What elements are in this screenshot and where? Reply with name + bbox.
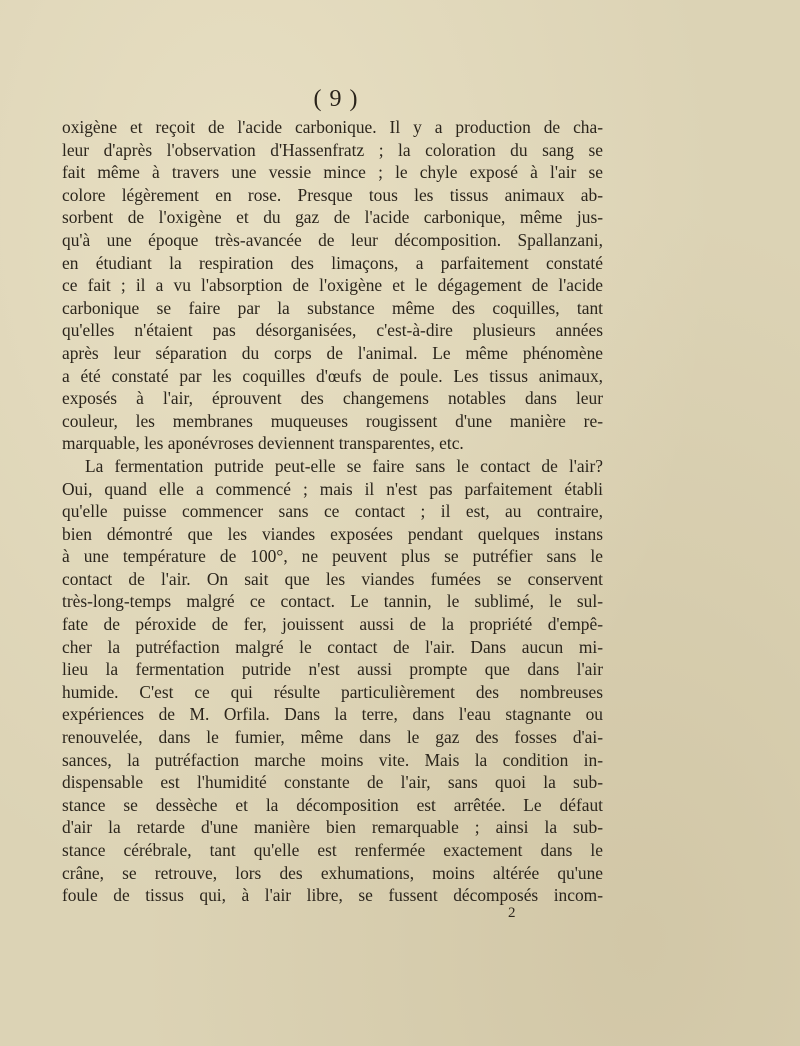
text-line: sorbent de l'oxigène et du gaz de l'acide carbonique, même jus- — [62, 207, 603, 228]
body-text — [62, 116, 603, 907]
paragraph-end-line: marquable, les aponévroses deviennent transparentes, etc. — [62, 433, 464, 454]
text-line: bien démontré que les viandes exposées pendant quelques instans — [62, 523, 603, 544]
text-line: qu'elle puisse commencer sans ce contact ; il est, au contraire, — [62, 501, 603, 522]
text-line: lieu la fermentation putride n'est aussi prompte que dans l'air — [62, 659, 603, 680]
text-line: en étudiant la respiration des limaçons, a parfaitement constaté — [62, 252, 603, 273]
page-number: ( 9 ) — [313, 86, 359, 112]
text-line: après leur séparation du corps de l'animal. Le même phénomène — [62, 342, 603, 363]
text-line: exposés à l'air, éprouvent des changemens notables dans leur — [62, 388, 603, 409]
text-line: qu'elles n'étaient pas désorganisées, c'est-à-dire plusieurs années — [62, 320, 603, 341]
text-line: carbonique se faire par la substance même des coquilles, tant — [62, 297, 603, 318]
signature-mark: 2 — [508, 905, 516, 921]
text-line: oxigène et reçoit de l'acide carbonique. Il y a production de cha- — [62, 117, 603, 137]
paragraph-start-line: La fermentation putride peut-elle se faire sans le contact de l'air? — [85, 455, 603, 476]
text-line: couleur, les membranes muqueuses rougissent d'une manière re- — [62, 410, 603, 431]
text-line: qu'à une époque très-avancée de leur décomposition. Spallanzani, — [62, 229, 603, 250]
text-line: renouvelée, dans le fumier, même dans le gaz des fosses d'ai- — [62, 727, 603, 748]
text-line: d'air la retarde d'une manière bien remarquable ; ainsi la sub- — [62, 817, 603, 838]
text-line: crâne, se retrouve, lors des exhumations, moins altérée qu'une — [62, 862, 603, 883]
text-line: foule de tissus qui, à l'air libre, se fussent décomposés incom- — [62, 885, 603, 906]
text-line: leur d'après l'observation d'Hassenfratz ; la coloration du sang se — [62, 139, 603, 160]
text-line: cher la putréfaction malgré le contact de l'air. Dans aucun mi- — [62, 636, 603, 657]
text-line: à une température de 100°, ne peuvent plus se putréfier sans le — [62, 546, 603, 567]
text-line: fait même à travers une vessie mince ; le chyle exposé à l'air se — [62, 162, 603, 183]
text-line: expériences de M. Orfila. Dans la terre, dans l'eau stagnante ou — [62, 704, 603, 725]
text-line: fate de péroxide de fer, jouissent aussi de la propriété d'empê- — [62, 614, 603, 635]
text-line: stance se dessèche et la décomposition est arrêtée. Le défaut — [62, 794, 603, 815]
text-line: humide. C'est ce qui résulte particulièrement des nombreuses — [62, 681, 603, 702]
text-line: a été constaté par les coquilles d'œufs de poule. Les tissus animaux, — [62, 365, 603, 386]
text-line: stance cérébrale, tant qu'elle est renfermée exactement dans le — [62, 840, 603, 860]
text-line: ce fait ; il a vu l'absorption de l'oxigène et le dégagement de l'acide — [62, 275, 603, 296]
text-line: Oui, quand elle a commencé ; mais il n'est pas parfaitement établi — [62, 478, 603, 499]
text-line: sances, la putréfaction marche moins vite. Mais la condition in- — [62, 749, 603, 770]
text-line: très-long-temps malgré ce contact. Le tannin, le sublimé, le sul- — [62, 591, 603, 612]
text-line: dispensable est l'humidité constante de l'air, sans quoi la sub- — [62, 772, 603, 793]
text-line: contact de l'air. On sait que les viandes fumées se conservent — [62, 568, 603, 589]
text-line: colore légèrement en rose. Presque tous les tissus animaux ab- — [62, 184, 603, 205]
